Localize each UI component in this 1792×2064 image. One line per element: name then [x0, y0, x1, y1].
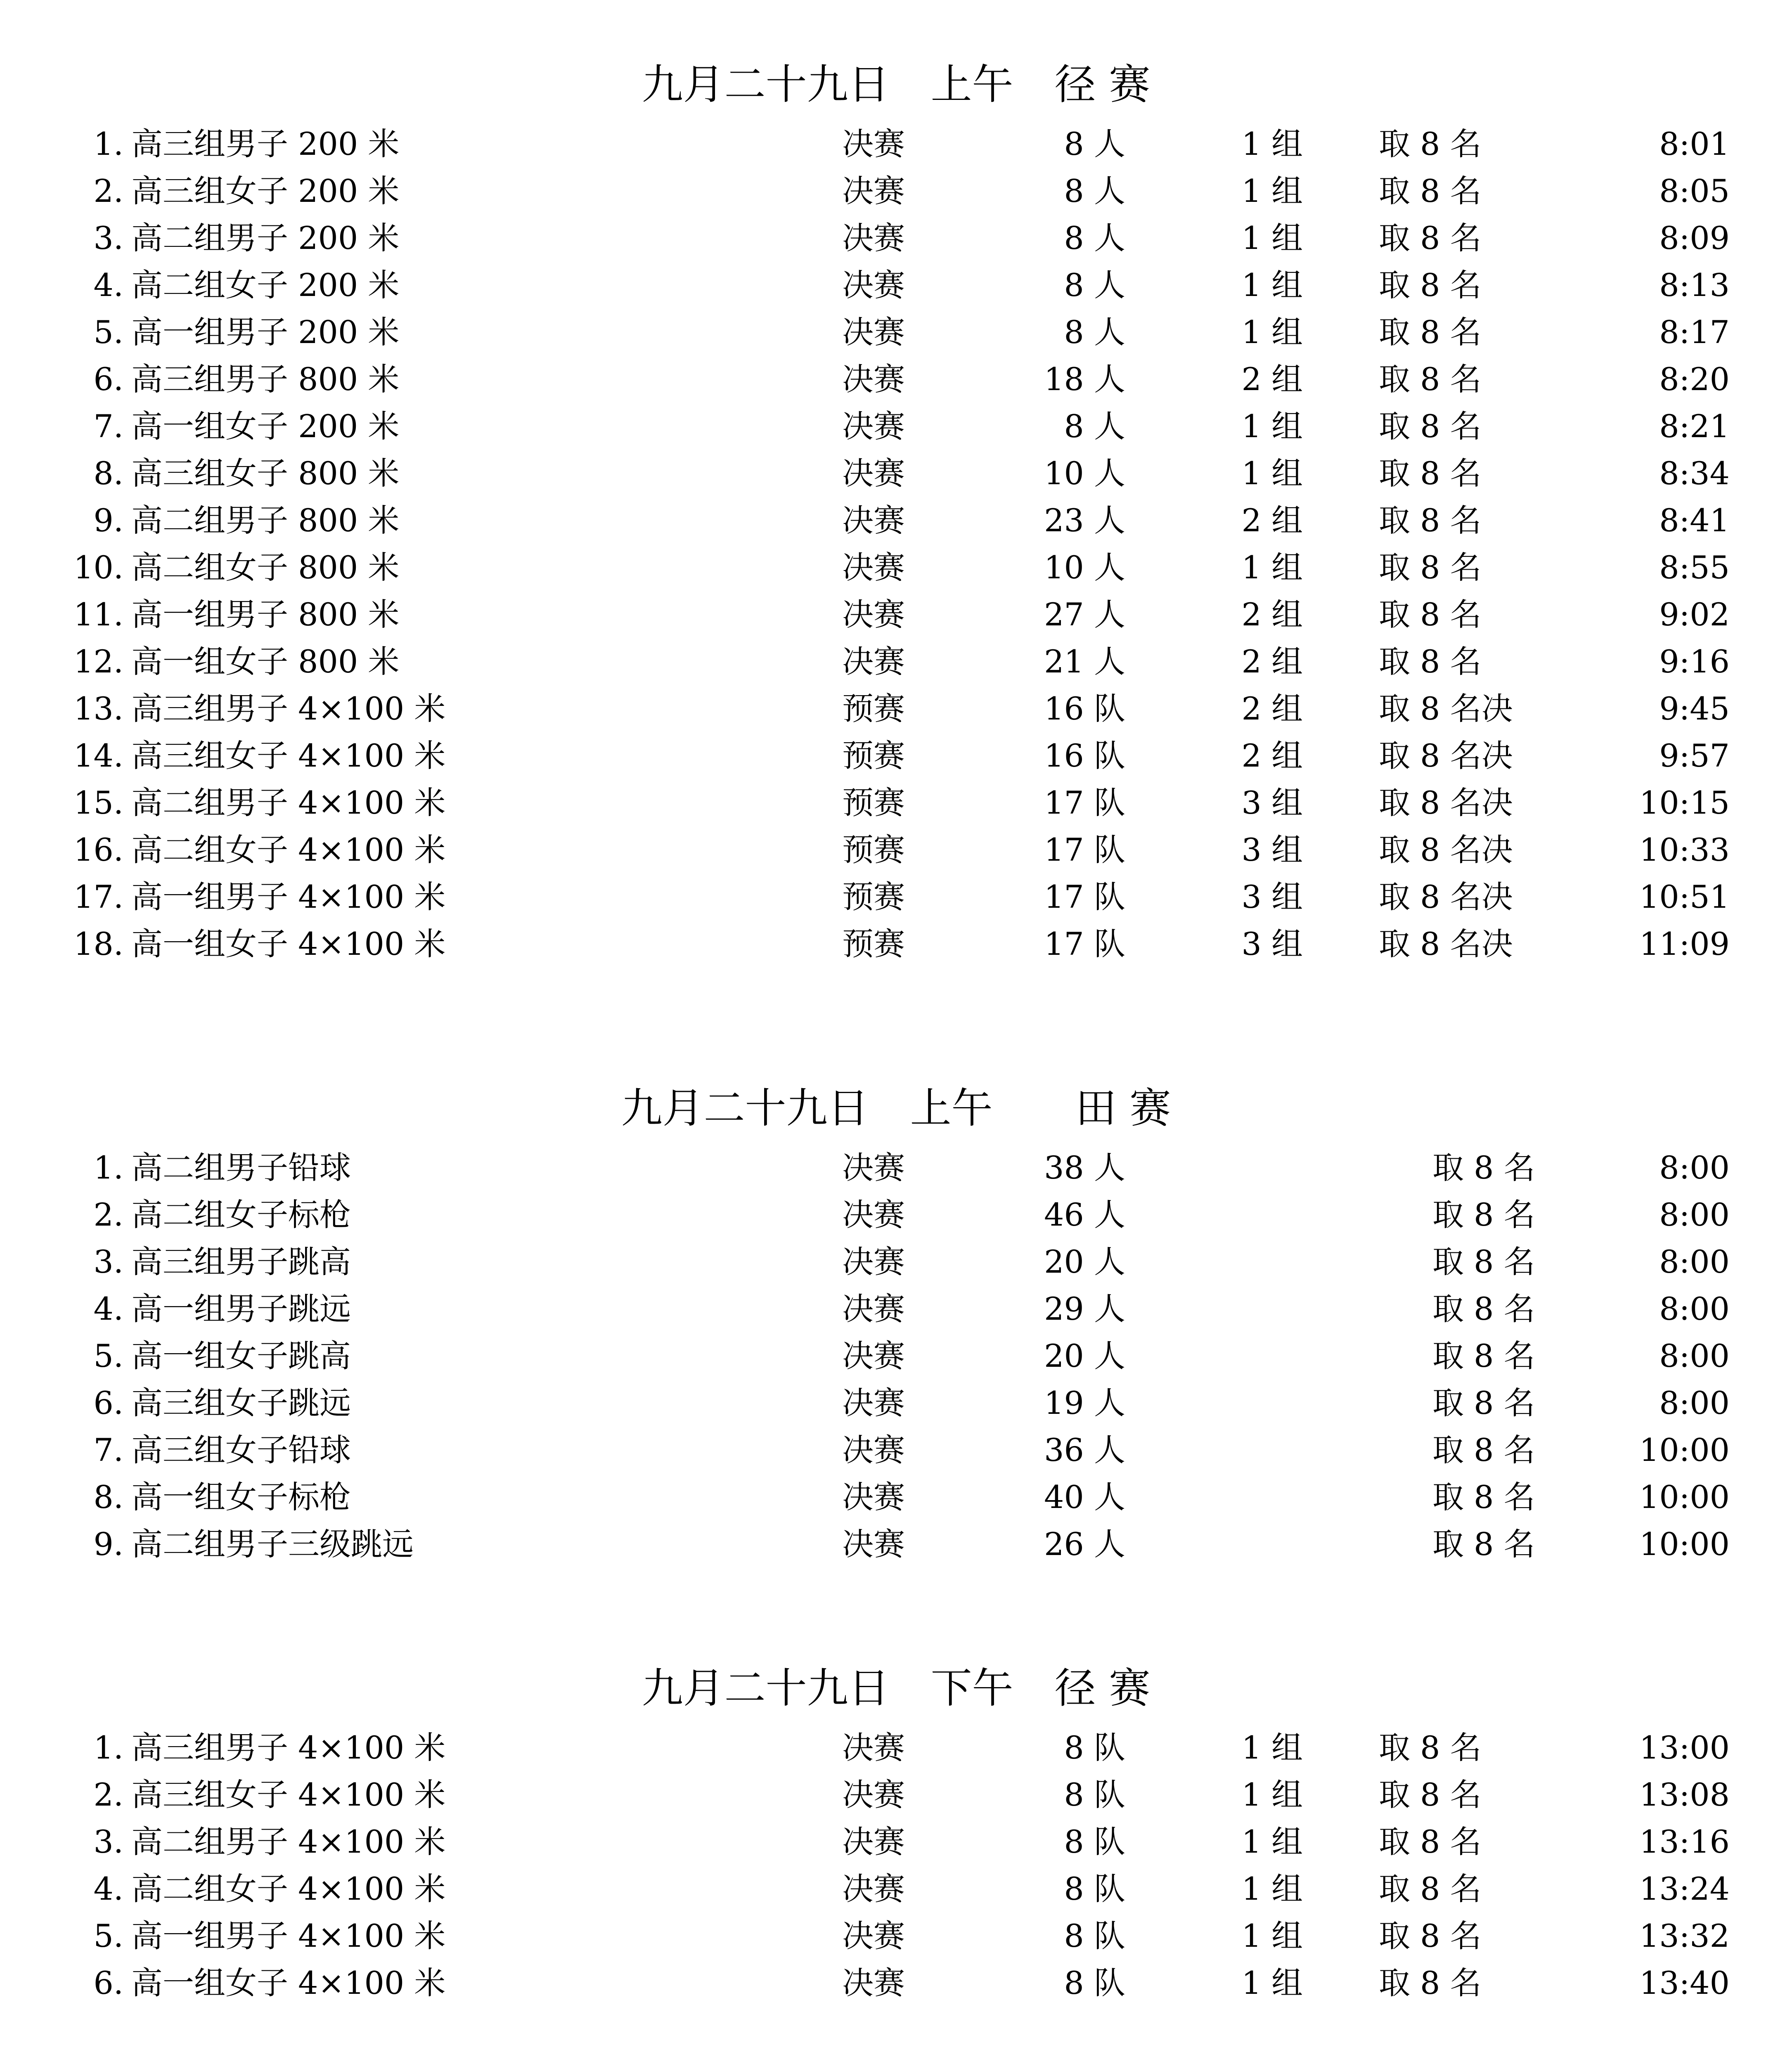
event-round: 决赛: [842, 549, 905, 586]
qualifier-rule: 取 8 名: [1432, 1526, 1535, 1562]
event-time: 8:20: [1659, 361, 1730, 398]
event-number: 8.: [93, 455, 123, 492]
event-name: 高二组女子 4×100 米: [131, 831, 446, 868]
section-title: 九月二十九日 上午 田 赛: [621, 1084, 1171, 1132]
event-time: 11:09: [1639, 925, 1730, 962]
heat-count: 2 组: [1241, 502, 1303, 539]
event-row: [0, 1913, 1792, 1960]
event-row: [0, 1238, 1792, 1285]
event-round: 决赛: [842, 596, 905, 633]
entrant-count: 20 人: [1044, 1337, 1125, 1374]
event-name: 高二组男子铅球: [131, 1149, 351, 1186]
qualifier-rule: 取 8 名: [1379, 455, 1482, 492]
event-row: [0, 1285, 1792, 1333]
event-row: [0, 1144, 1792, 1191]
event-row: [0, 356, 1792, 403]
event-row: [0, 1380, 1792, 1427]
entrant-count: 8 人: [1064, 267, 1125, 303]
qualifier-rule: 取 8 名: [1432, 1243, 1535, 1280]
event-round: 预赛: [842, 784, 905, 821]
event-row: [0, 1724, 1792, 1771]
event-name: 高二组女子 4×100 米: [131, 1870, 446, 1907]
event-name: 高一组女子 800 米: [131, 643, 400, 680]
entrant-count: 8 队: [1064, 1729, 1125, 1766]
entrant-count: 17 队: [1044, 878, 1125, 915]
event-name: 高二组男子 200 米: [131, 220, 400, 256]
entrant-count: 26 人: [1044, 1526, 1125, 1562]
event-time: 8:55: [1659, 549, 1730, 586]
event-row: [0, 921, 1792, 968]
event-name: 高三组女子 4×100 米: [131, 737, 446, 774]
event-name: 高三组男子 200 米: [131, 125, 400, 162]
event-name: 高一组女子 200 米: [131, 408, 400, 445]
event-time: 13:00: [1639, 1729, 1730, 1766]
event-row: [0, 1333, 1792, 1380]
heat-count: 1 组: [1241, 549, 1303, 586]
event-time: 9:45: [1659, 690, 1730, 727]
event-round: 决赛: [842, 455, 905, 492]
event-time: 10:00: [1639, 1526, 1730, 1562]
entrant-count: 8 人: [1064, 125, 1125, 162]
entrant-count: 19 人: [1044, 1385, 1125, 1421]
event-time: 10:51: [1639, 878, 1730, 915]
entrant-count: 17 队: [1044, 925, 1125, 962]
event-row: [0, 591, 1792, 638]
event-row: [0, 450, 1792, 497]
heat-count: 1 组: [1241, 1729, 1303, 1766]
event-time: 9:57: [1659, 737, 1730, 774]
event-round: 决赛: [842, 1432, 905, 1468]
event-name: 高一组女子标枪: [131, 1479, 351, 1515]
event-row: [0, 1960, 1792, 2007]
heat-count: 2 组: [1241, 361, 1303, 398]
qualifier-rule: 取 8 名: [1432, 1290, 1535, 1327]
event-row: [0, 779, 1792, 826]
event-row: [0, 121, 1792, 168]
event-round: 决赛: [842, 1337, 905, 1374]
qualifier-rule: 取 8 名决: [1379, 831, 1513, 868]
heat-count: 1 组: [1241, 455, 1303, 492]
event-number: 3.: [93, 1823, 123, 1860]
event-number: 8.: [93, 1479, 123, 1515]
event-name: 高二组男子 4×100 米: [131, 784, 446, 821]
event-name: 高一组男子跳远: [131, 1290, 351, 1327]
event-name: 高二组女子 800 米: [131, 549, 400, 586]
event-row: [0, 638, 1792, 685]
event-time: 8:17: [1659, 314, 1730, 350]
event-time: 10:00: [1639, 1479, 1730, 1515]
qualifier-rule: 取 8 名: [1379, 502, 1482, 539]
event-name: 高二组男子 800 米: [131, 502, 400, 539]
qualifier-rule: 取 8 名: [1379, 173, 1482, 209]
event-time: 8:05: [1659, 173, 1730, 209]
qualifier-rule: 取 8 名: [1379, 1776, 1482, 1813]
event-round: 预赛: [842, 737, 905, 774]
event-number: 1.: [93, 1149, 123, 1186]
event-round: 决赛: [842, 1776, 905, 1813]
event-number: 9.: [93, 1526, 123, 1562]
entrant-count: 36 人: [1044, 1432, 1125, 1468]
event-name: 高一组男子 800 米: [131, 596, 400, 633]
event-round: 决赛: [842, 1965, 905, 2001]
event-time: 8:00: [1659, 1337, 1730, 1374]
event-time: 8:01: [1659, 125, 1730, 162]
event-time: 13:32: [1639, 1917, 1730, 1954]
qualifier-rule: 取 8 名决: [1379, 737, 1513, 774]
event-time: 8:00: [1659, 1385, 1730, 1421]
event-time: 8:00: [1659, 1290, 1730, 1327]
section-title: 九月二十九日 上午 径 赛: [642, 60, 1150, 109]
event-number: 6.: [93, 361, 123, 398]
event-number: 15.: [73, 784, 123, 821]
event-round: 决赛: [842, 1385, 905, 1421]
event-time: 9:02: [1659, 596, 1730, 633]
event-time: 13:16: [1639, 1823, 1730, 1860]
event-name: 高三组女子 800 米: [131, 455, 400, 492]
event-row: [0, 685, 1792, 732]
heat-count: 1 组: [1241, 408, 1303, 445]
entrant-count: 16 队: [1044, 737, 1125, 774]
heat-count: 1 组: [1241, 220, 1303, 256]
qualifier-rule: 取 8 名决: [1379, 690, 1513, 727]
event-round: 决赛: [842, 125, 905, 162]
event-round: 决赛: [842, 1729, 905, 1766]
event-number: 5.: [93, 314, 123, 350]
event-row: [0, 262, 1792, 309]
event-round: 决赛: [842, 1196, 905, 1233]
event-row: [0, 403, 1792, 450]
event-round: 决赛: [842, 1917, 905, 1954]
event-number: 18.: [73, 925, 123, 962]
event-round: 决赛: [842, 173, 905, 209]
event-number: 14.: [73, 737, 123, 774]
qualifier-rule: 取 8 名: [1379, 1917, 1482, 1954]
event-number: 11.: [73, 596, 123, 633]
event-round: 决赛: [842, 220, 905, 256]
event-time: 8:00: [1659, 1149, 1730, 1186]
event-name: 高一组女子 4×100 米: [131, 925, 446, 962]
event-number: 9.: [93, 502, 123, 539]
heat-count: 1 组: [1241, 1776, 1303, 1813]
event-number: 12.: [73, 643, 123, 680]
event-time: 8:34: [1659, 455, 1730, 492]
heat-count: 2 组: [1241, 737, 1303, 774]
event-row: [0, 1427, 1792, 1474]
event-number: 2.: [93, 173, 123, 209]
qualifier-rule: 取 8 名: [1379, 1965, 1482, 2001]
event-time: 8:21: [1659, 408, 1730, 445]
heat-count: 1 组: [1241, 1965, 1303, 2001]
event-time: 8:13: [1659, 267, 1730, 303]
qualifier-rule: 取 8 名: [1379, 1729, 1482, 1766]
entrant-count: 8 人: [1064, 314, 1125, 350]
event-time: 10:00: [1639, 1432, 1730, 1468]
event-name: 高三组女子跳远: [131, 1385, 351, 1421]
heat-count: 2 组: [1241, 596, 1303, 633]
heat-count: 3 组: [1241, 831, 1303, 868]
event-number: 4.: [93, 267, 123, 303]
event-name: 高一组女子跳高: [131, 1337, 351, 1374]
section-title: 九月二十九日 下午 径 赛: [642, 1664, 1150, 1712]
event-row: [0, 544, 1792, 591]
event-row: [0, 826, 1792, 873]
event-row: [0, 1474, 1792, 1521]
event-name: 高一组男子 4×100 米: [131, 878, 446, 915]
event-time: 8:09: [1659, 220, 1730, 256]
event-round: 预赛: [842, 831, 905, 868]
event-name: 高一组男子 4×100 米: [131, 1917, 446, 1954]
event-round: 决赛: [842, 314, 905, 350]
entrant-count: 8 人: [1064, 173, 1125, 209]
entrant-count: 23 人: [1044, 502, 1125, 539]
heat-count: 1 组: [1241, 314, 1303, 350]
qualifier-rule: 取 8 名: [1379, 1823, 1482, 1860]
event-time: 10:33: [1639, 831, 1730, 868]
qualifier-rule: 取 8 名: [1379, 125, 1482, 162]
entrant-count: 8 人: [1064, 408, 1125, 445]
event-name: 高一组女子 4×100 米: [131, 1965, 446, 2001]
event-number: 4.: [93, 1870, 123, 1907]
event-number: 6.: [93, 1965, 123, 2001]
entrant-count: 10 人: [1044, 455, 1125, 492]
event-name: 高二组男子 4×100 米: [131, 1823, 446, 1860]
qualifier-rule: 取 8 名: [1379, 1870, 1482, 1907]
heat-count: 1 组: [1241, 1917, 1303, 1954]
event-round: 决赛: [842, 1526, 905, 1562]
heat-count: 1 组: [1241, 125, 1303, 162]
event-name: 高二组女子标枪: [131, 1196, 351, 1233]
event-row: [0, 1771, 1792, 1818]
entrant-count: 8 队: [1064, 1965, 1125, 2001]
event-time: 8:41: [1659, 502, 1730, 539]
event-number: 10.: [73, 549, 123, 586]
qualifier-rule: 取 8 名: [1379, 361, 1482, 398]
heat-count: 1 组: [1241, 1823, 1303, 1860]
entrant-count: 29 人: [1044, 1290, 1125, 1327]
entrant-count: 17 队: [1044, 831, 1125, 868]
event-name: 高三组男子 4×100 米: [131, 690, 446, 727]
qualifier-rule: 取 8 名: [1379, 220, 1482, 256]
event-row: [0, 732, 1792, 779]
entrant-count: 8 队: [1064, 1870, 1125, 1907]
qualifier-rule: 取 8 名: [1432, 1385, 1535, 1421]
event-number: 13.: [73, 690, 123, 727]
event-number: 5.: [93, 1337, 123, 1374]
event-name: 高二组男子三级跳远: [131, 1526, 414, 1562]
qualifier-rule: 取 8 名: [1379, 643, 1482, 680]
event-number: 1.: [93, 1729, 123, 1766]
event-name: 高三组男子 4×100 米: [131, 1729, 446, 1766]
event-time: 9:16: [1659, 643, 1730, 680]
qualifier-rule: 取 8 名: [1432, 1432, 1535, 1468]
event-time: 13:24: [1639, 1870, 1730, 1907]
qualifier-rule: 取 8 名决: [1379, 784, 1513, 821]
qualifier-rule: 取 8 名: [1432, 1337, 1535, 1374]
entrant-count: 16 队: [1044, 690, 1125, 727]
qualifier-rule: 取 8 名: [1432, 1479, 1535, 1515]
event-row: [0, 1818, 1792, 1865]
event-number: 3.: [93, 1243, 123, 1280]
heat-count: 1 组: [1241, 173, 1303, 209]
event-round: 预赛: [842, 690, 905, 727]
entrant-count: 8 队: [1064, 1917, 1125, 1954]
heat-count: 2 组: [1241, 690, 1303, 727]
entrant-count: 38 人: [1044, 1149, 1125, 1186]
event-name: 高三组女子铅球: [131, 1432, 351, 1468]
event-number: 16.: [73, 831, 123, 868]
event-name: 高三组男子跳高: [131, 1243, 351, 1280]
event-time: 10:15: [1639, 784, 1730, 821]
entrant-count: 27 人: [1044, 596, 1125, 633]
event-row: [0, 873, 1792, 921]
entrant-count: 20 人: [1044, 1243, 1125, 1280]
event-round: 决赛: [842, 1823, 905, 1860]
qualifier-rule: 取 8 名决: [1379, 925, 1513, 962]
event-time: 13:40: [1639, 1965, 1730, 2001]
qualifier-rule: 取 8 名: [1379, 267, 1482, 303]
qualifier-rule: 取 8 名决: [1379, 878, 1513, 915]
event-time: 8:00: [1659, 1243, 1730, 1280]
event-name: 高三组女子 200 米: [131, 173, 400, 209]
event-name: 高三组女子 4×100 米: [131, 1776, 446, 1813]
entrant-count: 8 人: [1064, 220, 1125, 256]
event-round: 决赛: [842, 1479, 905, 1515]
event-row: [0, 309, 1792, 356]
event-row: [0, 1521, 1792, 1568]
entrant-count: 46 人: [1044, 1196, 1125, 1233]
event-row: [0, 168, 1792, 215]
event-time: 13:08: [1639, 1776, 1730, 1813]
event-number: 4.: [93, 1290, 123, 1327]
event-number: 2.: [93, 1196, 123, 1233]
qualifier-rule: 取 8 名: [1379, 408, 1482, 445]
qualifier-rule: 取 8 名: [1432, 1196, 1535, 1233]
event-round: 决赛: [842, 267, 905, 303]
event-row: [0, 1191, 1792, 1238]
heat-count: 1 组: [1241, 267, 1303, 303]
heat-count: 2 组: [1241, 643, 1303, 680]
event-round: 决赛: [842, 408, 905, 445]
entrant-count: 17 队: [1044, 784, 1125, 821]
entrant-count: 10 人: [1044, 549, 1125, 586]
heat-count: 3 组: [1241, 925, 1303, 962]
event-time: 8:00: [1659, 1196, 1730, 1233]
event-number: 1.: [93, 125, 123, 162]
event-round: 决赛: [842, 1290, 905, 1327]
entrant-count: 18 人: [1044, 361, 1125, 398]
heat-count: 3 组: [1241, 878, 1303, 915]
event-name: 高三组男子 800 米: [131, 361, 400, 398]
entrant-count: 21 人: [1044, 643, 1125, 680]
event-row: [0, 1865, 1792, 1913]
event-name: 高二组女子 200 米: [131, 267, 400, 303]
event-round: 决赛: [842, 1870, 905, 1907]
event-name: 高一组男子 200 米: [131, 314, 400, 350]
heat-count: 3 组: [1241, 784, 1303, 821]
entrant-count: 8 队: [1064, 1776, 1125, 1813]
qualifier-rule: 取 8 名: [1379, 596, 1482, 633]
event-row: [0, 497, 1792, 544]
event-round: 决赛: [842, 502, 905, 539]
event-number: 3.: [93, 220, 123, 256]
event-round: 预赛: [842, 925, 905, 962]
event-number: 17.: [73, 878, 123, 915]
qualifier-rule: 取 8 名: [1432, 1149, 1535, 1186]
heat-count: 1 组: [1241, 1870, 1303, 1907]
event-round: 决赛: [842, 643, 905, 680]
event-number: 2.: [93, 1776, 123, 1813]
qualifier-rule: 取 8 名: [1379, 314, 1482, 350]
event-round: 决赛: [842, 361, 905, 398]
event-row: [0, 215, 1792, 262]
event-number: 7.: [93, 1432, 123, 1468]
event-round: 决赛: [842, 1243, 905, 1280]
entrant-count: 8 队: [1064, 1823, 1125, 1860]
event-round: 决赛: [842, 1149, 905, 1186]
event-number: 5.: [93, 1917, 123, 1954]
event-round: 预赛: [842, 878, 905, 915]
entrant-count: 40 人: [1044, 1479, 1125, 1515]
event-number: 6.: [93, 1385, 123, 1421]
qualifier-rule: 取 8 名: [1379, 549, 1482, 586]
event-number: 7.: [93, 408, 123, 445]
